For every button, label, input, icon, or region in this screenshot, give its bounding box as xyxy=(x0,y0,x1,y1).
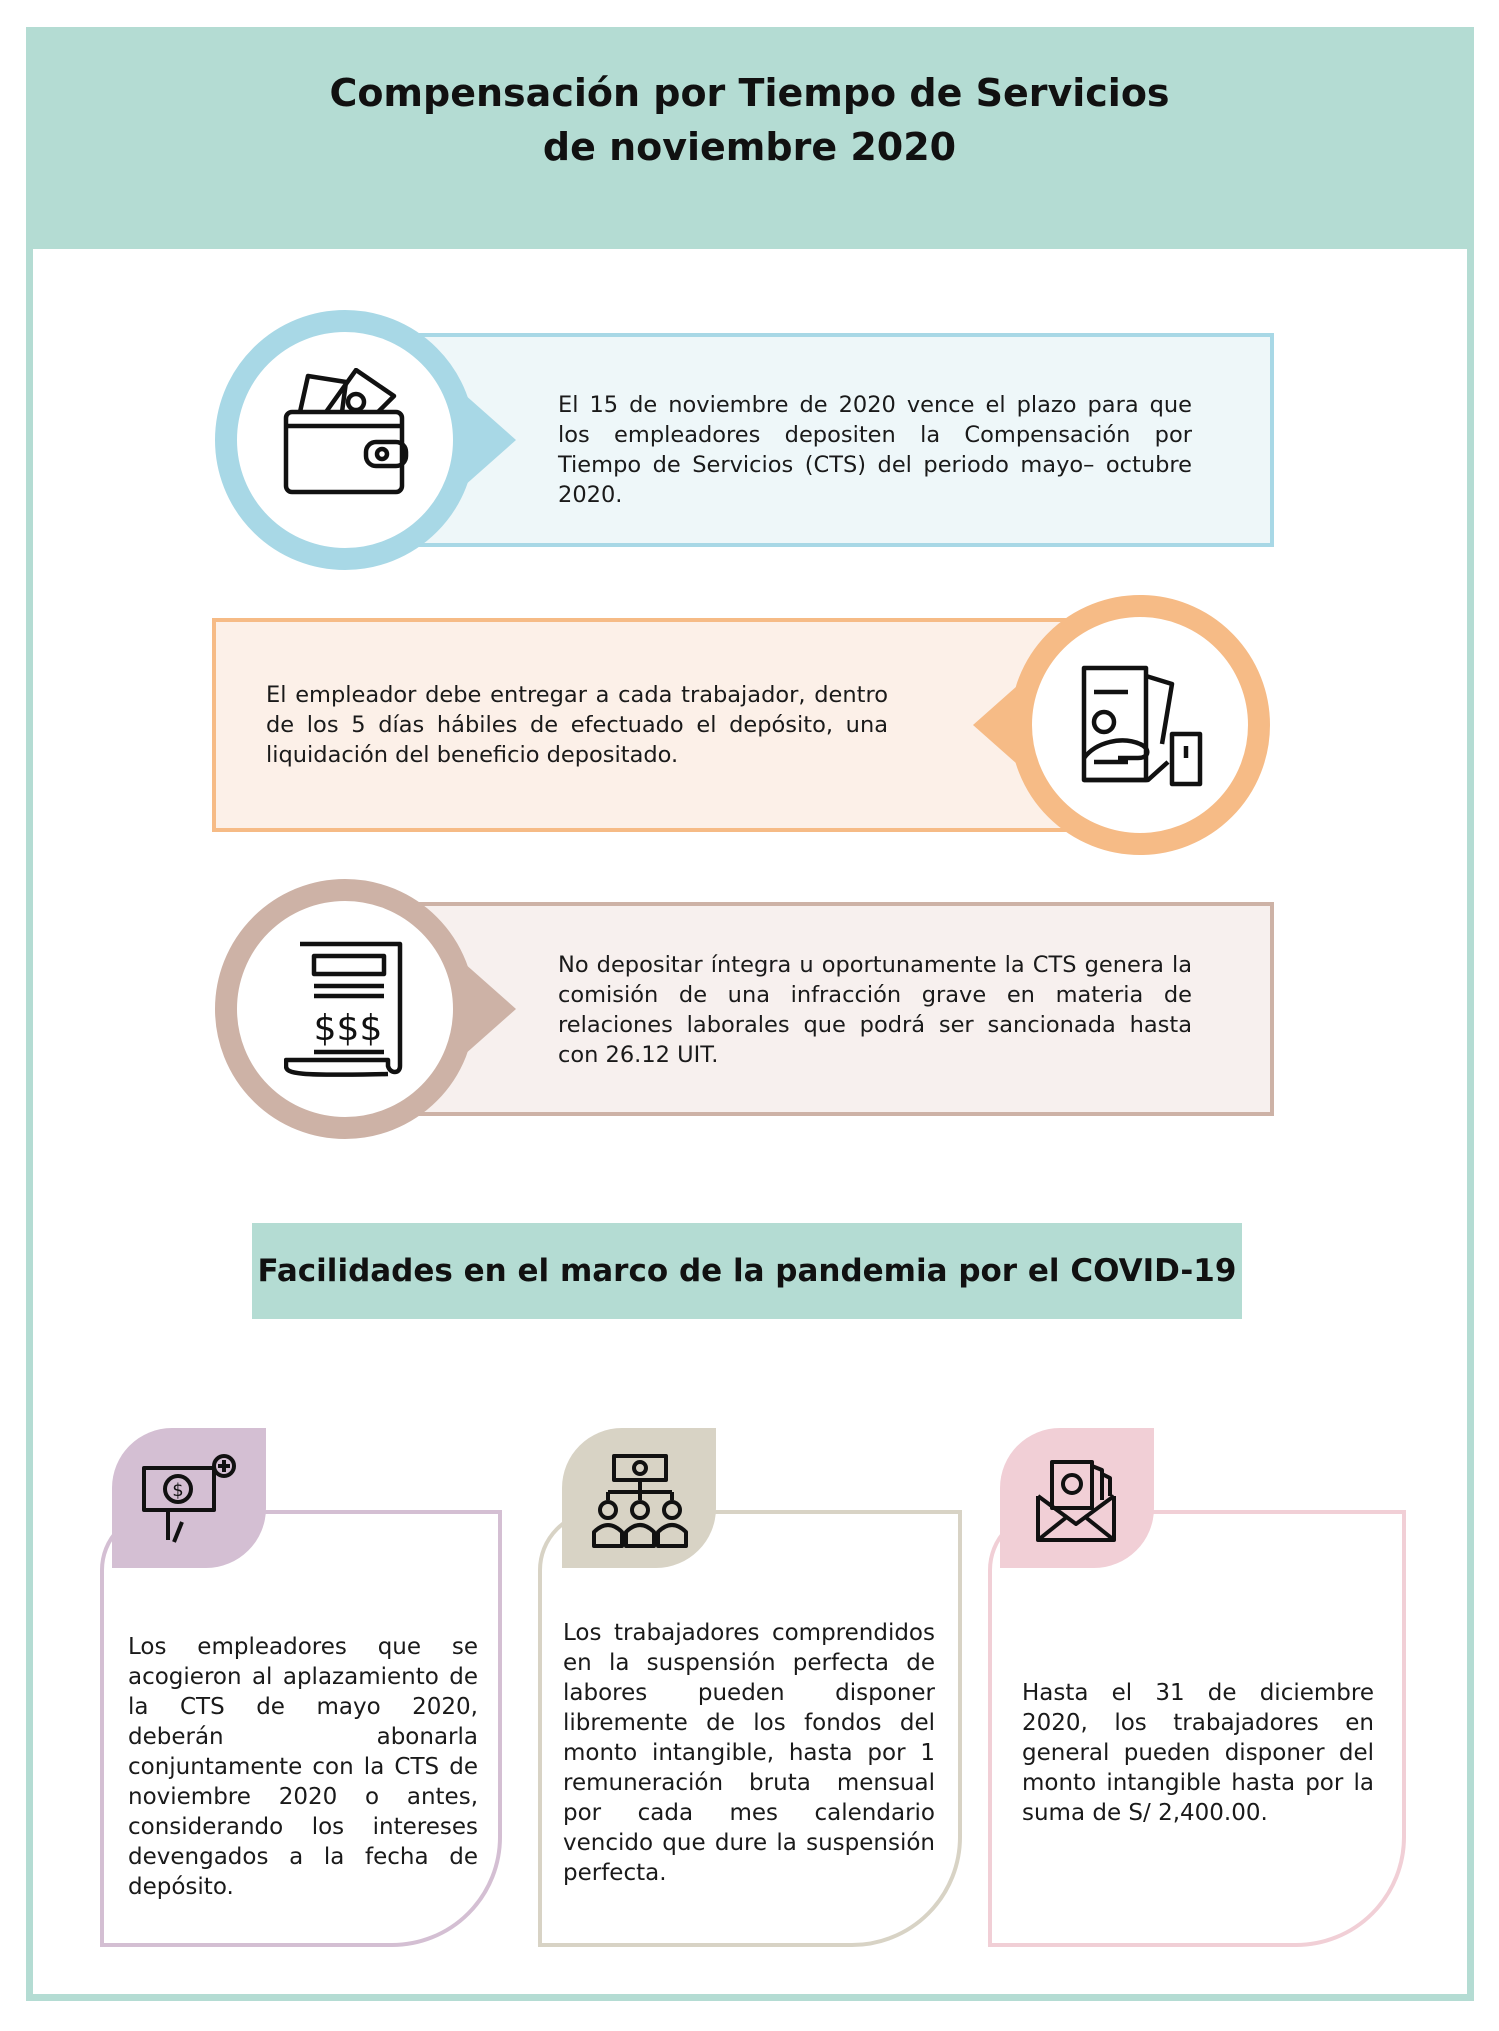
money-plus-icon xyxy=(140,1450,240,1550)
info-row-2-text: El empleador debe entregar a cada trabajador, dentro de los 5 días hábiles de efectuado el depósito, una liquidación del beneficio depositado. xyxy=(266,682,888,768)
info-row-3-text: No depositar íntegra u oportunamente la CTS genera la comisión de una infracción grave en materia de relaciones laborales que podrá ser sancionada hasta con 26.12 UIT. xyxy=(558,952,1192,1068)
page-title xyxy=(0,66,1499,174)
title-line-2: de noviembre 2020 xyxy=(542,125,957,169)
card-2-text: Los trabajadores comprendidos en la suspensión perfecta de labores pueden disponer libremente de los fondos del monto intangible, hasta por 1 remuneración bruta mensual por cada mes calendario vencido que dure la suspensión perfecta. xyxy=(563,1620,935,1886)
workers-money-icon xyxy=(590,1452,690,1552)
section-title: Facilidades en el marco de la pandemia por el COVID-19 xyxy=(257,1253,1237,1289)
svg-text:$$$: $$$ xyxy=(313,1008,383,1049)
hand-money-icon xyxy=(1078,662,1208,792)
wallet-icon xyxy=(278,368,413,503)
envelope-money-icon xyxy=(1034,1456,1118,1546)
invoice-icon xyxy=(284,940,408,1080)
svg-text:$: $ xyxy=(172,1480,184,1501)
card-1-text: Los empleadores que se acogieron al aplazamiento de la CTS de mayo 2020, deberán abonarla conjuntamente con la CTS de noviembre 2020 o antes, considerando los intereses devengados a la fecha de depósito. xyxy=(128,1634,478,1900)
card-3-text: Hasta el 31 de diciembre 2020, los trabajadores en general pueden disponer del monto intangible hasta por la suma de S/ 2,400.00. xyxy=(1022,1680,1374,1826)
section-title-band xyxy=(252,1223,1242,1319)
info-row-1-text: El 15 de noviembre de 2020 vence el plazo para que los empleadores depositen la Compensación por Tiempo de Servicios (CTS) del periodo mayo– octubre 2020. xyxy=(558,392,1192,508)
title-line-1: Compensación por Tiempo de Servicios xyxy=(329,71,1170,115)
